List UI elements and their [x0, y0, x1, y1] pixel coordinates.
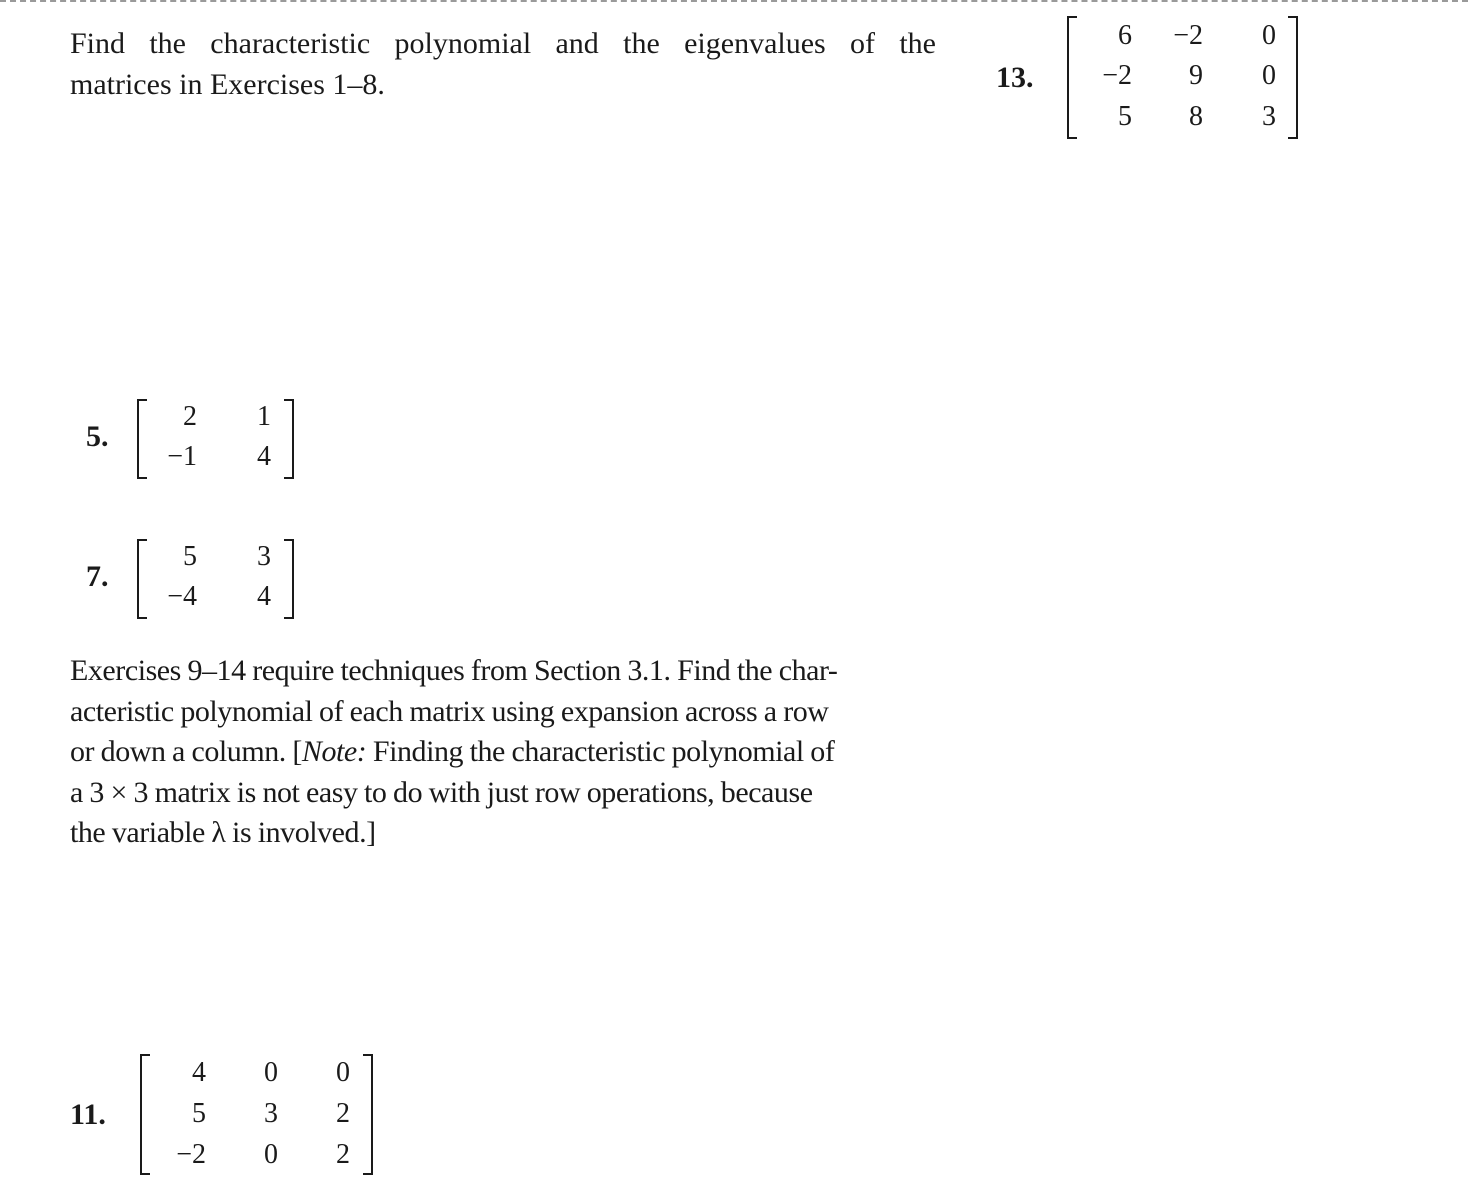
exercise-7-matrix — [137, 539, 294, 619]
matrix-cell: 5 — [192, 1098, 206, 1129]
right-bracket — [1288, 16, 1298, 139]
matrix-cell: 3 — [257, 541, 271, 572]
matrix-cell: 5 — [1118, 101, 1132, 132]
exercise-7-number: 7. — [86, 560, 109, 593]
note-label: Note: — [301, 735, 367, 768]
section-note-paragraph — [70, 651, 936, 854]
exercise-5-matrix — [137, 399, 294, 479]
matrix-cell: 0 — [264, 1139, 278, 1170]
section-note-line-5: the variable λ is involved.] — [70, 816, 376, 849]
matrix-cell: 2 — [183, 401, 197, 432]
matrix-cell: 3 — [1262, 101, 1276, 132]
section-note-line-1: Exercises 9–14 require techniques from Section 3.1. Find the char- — [70, 654, 838, 687]
intro-line-1: Find the characteristic polynomial and the eigenvalues of the — [70, 27, 936, 60]
exercise-5-number: 5. — [86, 420, 109, 453]
matrix-cell: 2 — [336, 1098, 350, 1129]
exercise-13-matrix — [1067, 16, 1298, 139]
intro-line-2: matrices in Exercises 1–8. — [70, 67, 385, 101]
right-bracket — [284, 539, 294, 619]
section-note-line-2: acteristic polynomial of each matrix using expansion across a row — [70, 694, 829, 728]
section-note-line-3b: Finding the characteristic polynomial of — [366, 735, 835, 768]
matrix-cell: 8 — [1189, 101, 1203, 132]
matrix-cell: −2 — [176, 1139, 206, 1170]
section-note-line-3 — [70, 732, 936, 773]
matrix-cell: 4 — [257, 581, 271, 612]
matrix-cell: 4 — [192, 1057, 206, 1088]
matrix-cell: −2 — [1102, 60, 1132, 91]
matrix-cell: 3 — [264, 1098, 278, 1129]
matrix-cell: 2 — [336, 1139, 350, 1170]
section-note-line-4: a 3 × 3 matrix is not easy to do with just row operations, because — [70, 775, 813, 809]
exercise-11-matrix — [140, 1054, 373, 1175]
intro-paragraph — [70, 24, 936, 105]
matrix-cell: 0 — [336, 1057, 350, 1088]
right-bracket — [284, 399, 294, 479]
matrix-cell: −2 — [1173, 20, 1203, 51]
matrix-cell: 4 — [257, 441, 271, 472]
matrix-cell: 0 — [264, 1057, 278, 1088]
matrix-cell: 6 — [1118, 20, 1132, 51]
matrix-cell: 5 — [183, 541, 197, 572]
exercise-13-number: 13. — [996, 61, 1034, 94]
matrix-cell: 1 — [257, 401, 271, 432]
matrix-cell: 0 — [1262, 20, 1276, 51]
matrix-cell: 9 — [1189, 60, 1203, 91]
top-dashed-rule — [0, 0, 1468, 2]
matrix-cell: −1 — [167, 441, 197, 472]
matrix-cell: −4 — [167, 581, 197, 612]
section-note-line-3a: or down a column. [ — [70, 735, 302, 768]
right-bracket — [363, 1054, 373, 1175]
exercise-11-number: 11. — [70, 1098, 106, 1131]
matrix-cell: 0 — [1262, 60, 1276, 91]
